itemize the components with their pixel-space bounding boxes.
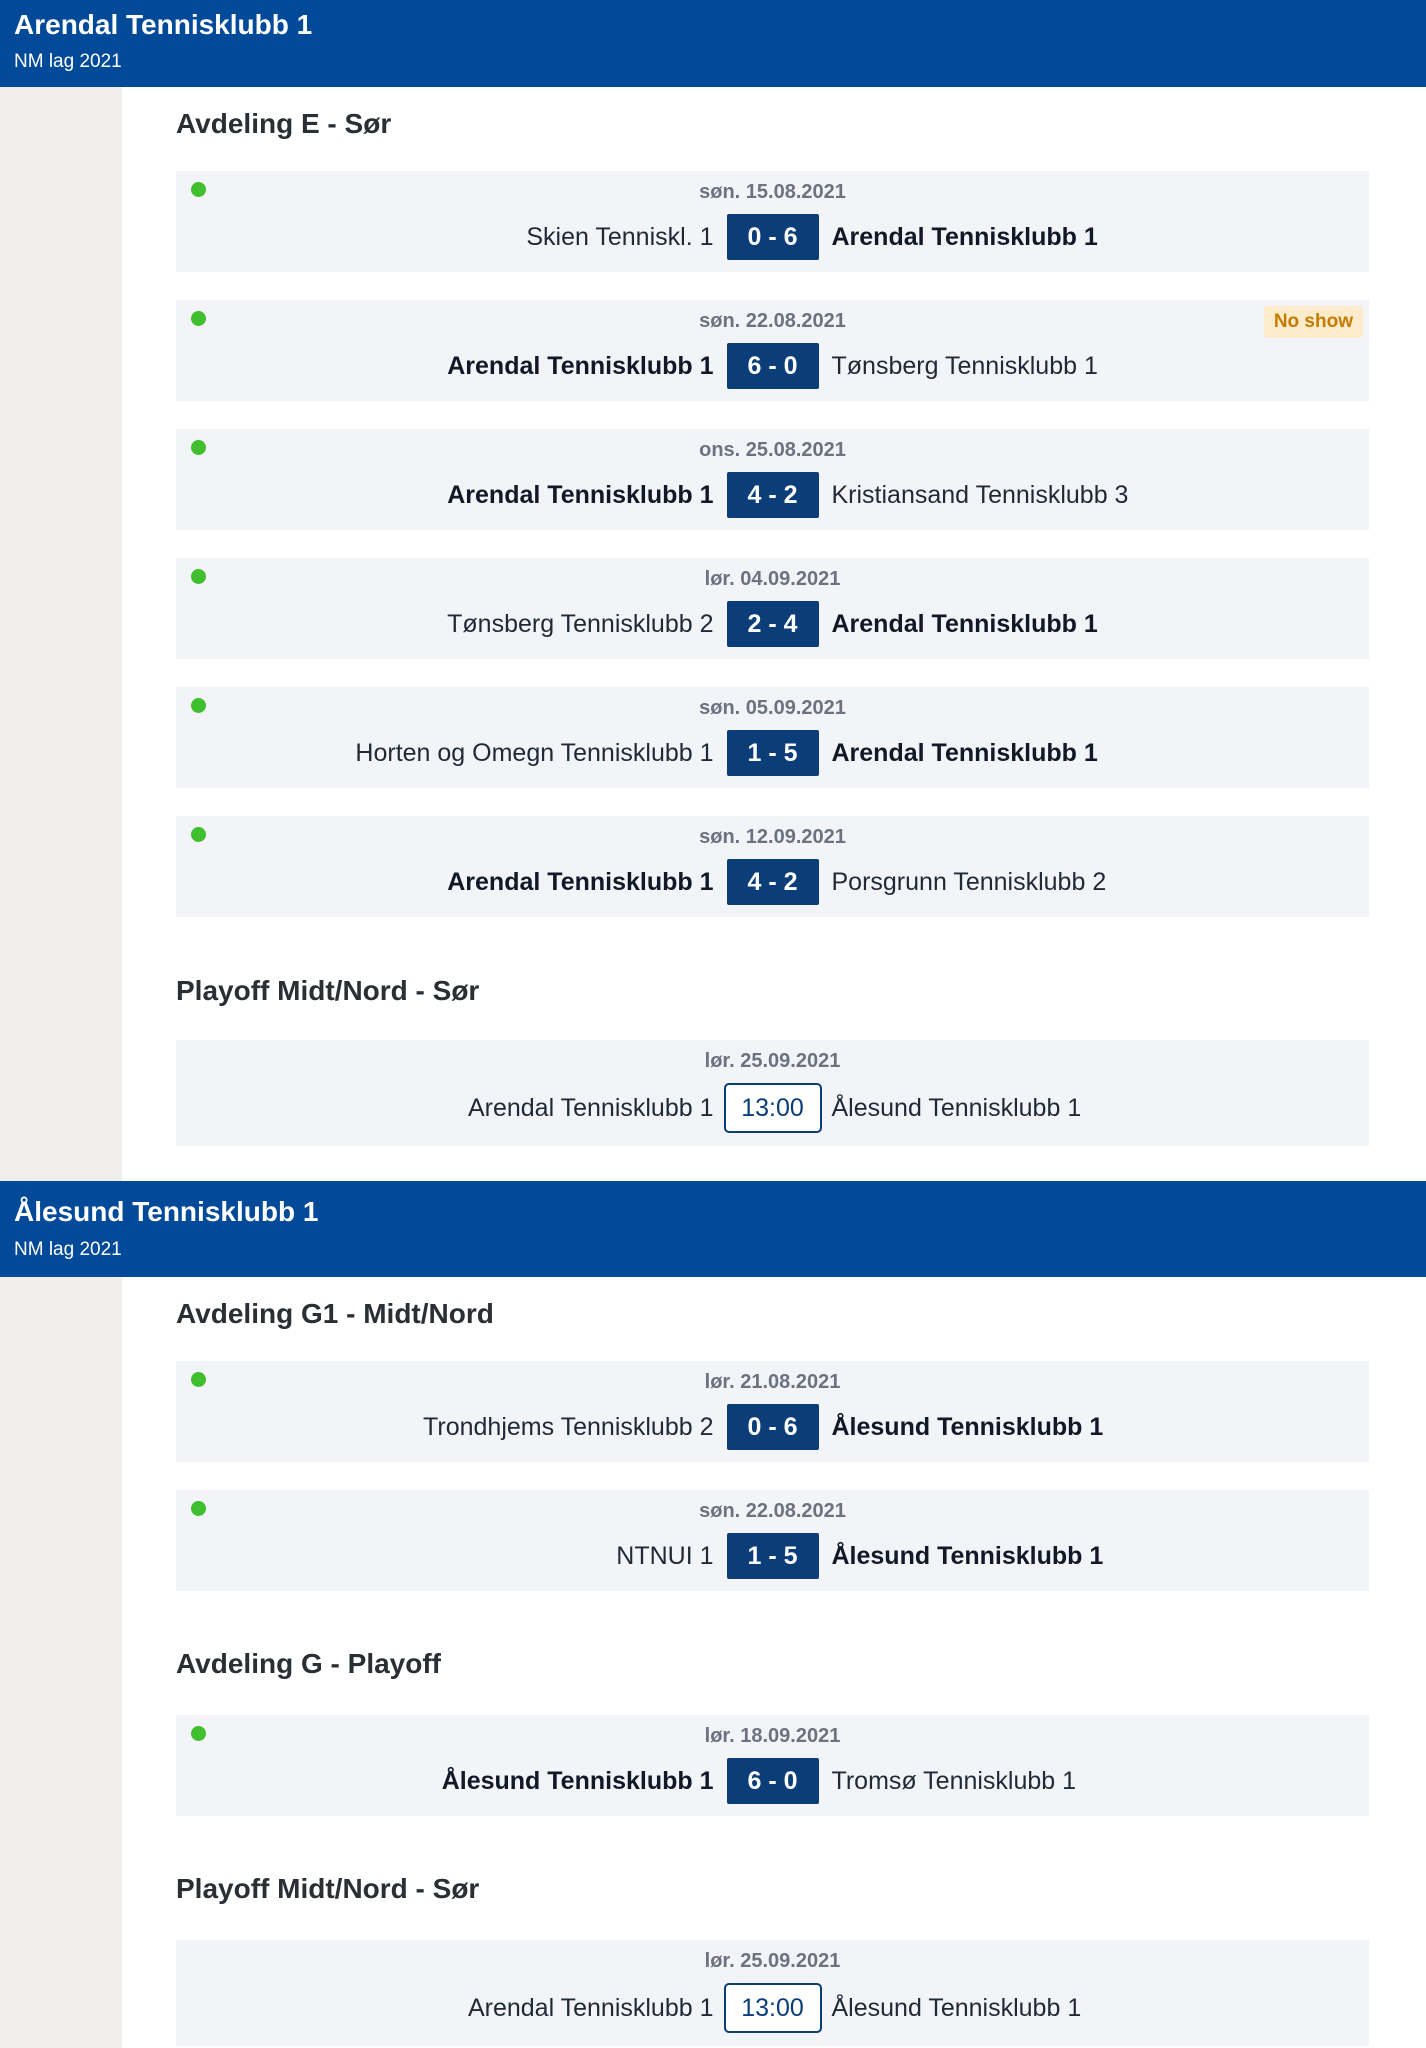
home-team[interactable]: Horten og Omegn Tennisklubb 1 bbox=[355, 739, 714, 767]
team-title[interactable]: Ålesund Tennisklubb 1 bbox=[14, 1196, 319, 1227]
match-date: søn. 12.09.2021 bbox=[699, 826, 846, 848]
match-row bbox=[176, 214, 1369, 260]
match-score[interactable]: 1 - 5 bbox=[727, 730, 819, 776]
match-date: lør. 25.09.2021 bbox=[704, 1050, 841, 1072]
group-title: Playoff Midt/Nord - Sør bbox=[176, 975, 480, 1006]
home-team[interactable]: Arendal Tennisklubb 1 bbox=[467, 1994, 714, 2022]
away-team[interactable]: Tromsø Tennisklubb 1 bbox=[831, 1767, 1077, 1795]
team-subtitle: NM lag 2021 bbox=[14, 1239, 122, 1260]
match-row bbox=[176, 1404, 1369, 1450]
no-show-badge: No show bbox=[1264, 306, 1363, 338]
match-score[interactable]: 4 - 2 bbox=[727, 859, 819, 905]
match-score[interactable]: 2 - 4 bbox=[727, 601, 819, 647]
group-title: Avdeling G - Playoff bbox=[176, 1648, 441, 1679]
match-row bbox=[176, 1758, 1369, 1804]
match-date: lør. 25.09.2021 bbox=[704, 1950, 841, 1972]
team-content bbox=[176, 1277, 1369, 2046]
match-row bbox=[176, 859, 1369, 905]
match-card[interactable] bbox=[176, 687, 1369, 788]
match-date: søn. 22.08.2021 bbox=[699, 1500, 846, 1522]
home-team[interactable]: Arendal Tennisklubb 1 bbox=[447, 352, 714, 380]
match-date: søn. 15.08.2021 bbox=[699, 181, 846, 203]
team-header bbox=[0, 1181, 1426, 1277]
away-team[interactable]: Ålesund Tennisklubb 1 bbox=[831, 1413, 1104, 1441]
home-team[interactable]: Arendal Tennisklubb 1 bbox=[447, 481, 714, 509]
group-title: Avdeling G1 - Midt/Nord bbox=[176, 1298, 494, 1329]
match-card[interactable] bbox=[176, 1940, 1369, 2046]
match-row bbox=[176, 1533, 1369, 1579]
away-team[interactable]: Arendal Tennisklubb 1 bbox=[831, 739, 1098, 767]
team-content bbox=[176, 87, 1369, 1146]
match-card[interactable] bbox=[176, 1040, 1369, 1146]
away-team[interactable]: Arendal Tennisklubb 1 bbox=[831, 610, 1098, 638]
away-team[interactable]: Tønsberg Tennisklubb 1 bbox=[831, 352, 1098, 380]
match-score[interactable]: 6 - 0 bbox=[727, 343, 819, 389]
team-section-alesund bbox=[0, 1181, 1426, 2046]
match-card[interactable] bbox=[176, 429, 1369, 530]
away-team[interactable]: Ålesund Tennisklubb 1 bbox=[831, 1994, 1082, 2022]
match-card[interactable] bbox=[176, 171, 1369, 272]
match-row bbox=[176, 472, 1369, 518]
match-date: ons. 25.08.2021 bbox=[699, 439, 846, 461]
home-team[interactable]: Arendal Tennisklubb 1 bbox=[467, 1094, 714, 1122]
away-team[interactable]: Ålesund Tennisklubb 1 bbox=[831, 1542, 1104, 1570]
match-score[interactable]: 0 - 6 bbox=[727, 214, 819, 260]
group-title: Avdeling E - Sør bbox=[176, 108, 392, 139]
match-score[interactable]: 0 - 6 bbox=[727, 1404, 819, 1450]
match-card[interactable] bbox=[176, 1361, 1369, 1462]
home-team[interactable]: NTNUI 1 bbox=[616, 1542, 714, 1570]
match-date: søn. 05.09.2021 bbox=[699, 697, 846, 719]
match-card[interactable] bbox=[176, 816, 1369, 917]
group-title: Playoff Midt/Nord - Sør bbox=[176, 1873, 480, 1904]
match-card[interactable] bbox=[176, 300, 1369, 401]
team-header bbox=[0, 0, 1426, 87]
home-team[interactable]: Skien Tenniskl. 1 bbox=[526, 223, 714, 251]
away-team[interactable]: Porsgrunn Tennisklubb 2 bbox=[831, 868, 1107, 896]
team-title[interactable]: Arendal Tennisklubb 1 bbox=[14, 9, 313, 40]
match-date: lør. 21.08.2021 bbox=[704, 1371, 841, 1393]
match-row bbox=[176, 1085, 1369, 1131]
match-time[interactable]: 13:00 bbox=[724, 1083, 822, 1133]
away-team[interactable]: Ålesund Tennisklubb 1 bbox=[831, 1094, 1082, 1122]
home-team[interactable]: Trondhjems Tennisklubb 2 bbox=[423, 1413, 714, 1441]
home-team[interactable]: Tønsberg Tennisklubb 2 bbox=[447, 610, 714, 638]
match-score[interactable]: 1 - 5 bbox=[727, 1533, 819, 1579]
home-team[interactable]: Ålesund Tennisklubb 1 bbox=[441, 1767, 714, 1795]
away-team[interactable]: Kristiansand Tennisklubb 3 bbox=[831, 481, 1129, 509]
match-card[interactable] bbox=[176, 1715, 1369, 1816]
match-row bbox=[176, 343, 1369, 389]
match-date: lør. 04.09.2021 bbox=[704, 568, 841, 590]
home-team[interactable]: Arendal Tennisklubb 1 bbox=[447, 868, 714, 896]
match-card[interactable] bbox=[176, 1490, 1369, 1591]
match-score[interactable]: 4 - 2 bbox=[727, 472, 819, 518]
match-row bbox=[176, 601, 1369, 647]
match-score[interactable]: 6 - 0 bbox=[727, 1758, 819, 1804]
team-subtitle: NM lag 2021 bbox=[14, 51, 122, 72]
match-card[interactable] bbox=[176, 558, 1369, 659]
match-row bbox=[176, 1985, 1369, 2031]
match-date: søn. 22.08.2021 bbox=[699, 310, 846, 332]
match-row bbox=[176, 730, 1369, 776]
match-time[interactable]: 13:00 bbox=[724, 1983, 822, 2033]
match-date: lør. 18.09.2021 bbox=[704, 1725, 841, 1747]
away-team[interactable]: Arendal Tennisklubb 1 bbox=[831, 223, 1098, 251]
